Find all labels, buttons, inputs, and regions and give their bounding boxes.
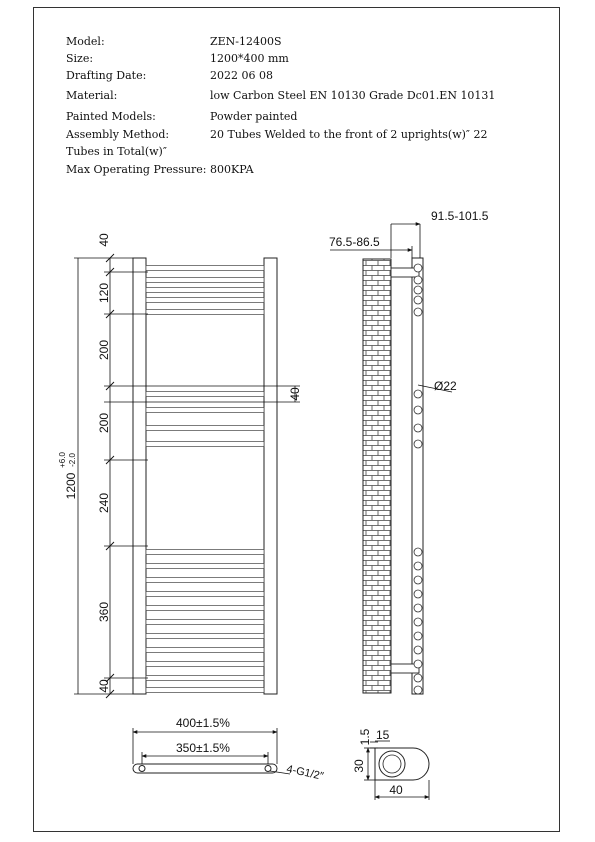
model-label: Model: <box>66 35 105 48</box>
tube-section <box>414 590 422 598</box>
tube <box>146 442 264 447</box>
tube <box>146 578 264 583</box>
tube-section <box>414 390 422 398</box>
tube-section <box>414 276 422 284</box>
section-thickness: 1.5 <box>358 728 372 746</box>
bottom-bar <box>133 764 277 773</box>
dim-200-a: 200 <box>97 339 111 361</box>
offset-inner: 76.5-86.5 <box>329 235 380 249</box>
height-dim: 1200 <box>64 472 78 500</box>
tube <box>146 606 264 611</box>
dim-bottom: 40 <box>97 679 111 693</box>
tube-section <box>414 660 422 668</box>
width-dim: 400±1.5% <box>176 716 230 730</box>
tube <box>146 310 264 315</box>
wall-brick <box>363 259 391 693</box>
tube-section <box>414 618 422 626</box>
assembly-method-label: Assembly Method: <box>66 128 170 141</box>
height-tol-plus: +6.0 <box>58 452 67 468</box>
tube <box>146 426 264 431</box>
front-view <box>133 258 277 694</box>
tube <box>146 298 264 303</box>
tube-section <box>414 646 422 654</box>
tube <box>146 688 264 693</box>
tube <box>146 592 264 597</box>
left-upright <box>133 258 146 694</box>
tube-section <box>414 440 422 448</box>
offset-outer: 91.5-101.5 <box>431 209 489 223</box>
dim-200-b: 200 <box>97 412 111 434</box>
tube <box>146 634 264 639</box>
connection-label: 4-G1/2″ <box>285 763 325 783</box>
material-value: low Carbon Steel EN 10130 Grade Dc01.EN 10131 <box>210 89 496 102</box>
section-width: 40 <box>389 783 403 797</box>
dim-360: 360 <box>97 601 111 623</box>
tube-section <box>414 296 422 304</box>
tube-section <box>414 406 422 414</box>
section-depth: 15 <box>376 728 390 742</box>
tube <box>146 278 264 283</box>
dim-gap: 40 <box>288 387 302 401</box>
tube-section <box>414 286 422 294</box>
size-value: 1200*400 mm <box>210 52 289 65</box>
drafting-date-value: 2022 06 08 <box>210 69 273 82</box>
tube <box>146 288 264 293</box>
tube-section <box>414 424 422 432</box>
assembly-method-continued: Tubes in Total(w)″ <box>66 145 167 158</box>
tube <box>146 620 264 625</box>
tube <box>146 408 264 413</box>
right-upright <box>264 258 277 694</box>
tube <box>146 550 264 555</box>
tube-diameter: Ø22 <box>434 379 457 393</box>
tube-section <box>414 674 422 682</box>
tube <box>146 564 264 569</box>
tube-section <box>414 562 422 570</box>
tube-section <box>414 604 422 612</box>
tube-section <box>414 576 422 584</box>
tube-section <box>414 686 422 694</box>
centers-dim: 350±1.5% <box>176 741 230 755</box>
dim-top: 40 <box>97 233 111 247</box>
drafting-date-label: Drafting Date: <box>66 69 147 82</box>
dim-120: 120 <box>97 282 111 304</box>
tube-section <box>414 548 422 556</box>
upright-section <box>375 748 429 780</box>
section-height: 30 <box>352 759 366 773</box>
painted-models-value: Powder painted <box>210 110 298 123</box>
tube <box>146 662 264 667</box>
assembly-method-value: 20 Tubes Welded to the front of 2 uprights(w)″ 22 <box>210 128 488 141</box>
bottom-view <box>133 764 277 773</box>
material-label: Material: <box>66 89 118 102</box>
dim-240: 240 <box>97 492 111 514</box>
side-view <box>363 258 423 694</box>
tube <box>146 266 264 271</box>
side-upright <box>412 258 423 694</box>
tube-section <box>414 308 422 316</box>
tube-group <box>146 266 264 693</box>
tube-section <box>414 632 422 640</box>
height-tol-minus: -2.0 <box>68 453 77 467</box>
max-pressure-text: Max Operating Pressure: 800KPA <box>66 163 254 176</box>
left-valve-icon <box>139 766 145 772</box>
size-label: Size: <box>66 52 94 65</box>
right-valve-icon <box>265 766 271 772</box>
painted-models-label: Painted Models: <box>66 110 156 123</box>
tube <box>146 648 264 653</box>
tube <box>146 676 264 681</box>
model-value: ZEN-12400S <box>210 35 282 48</box>
tube <box>146 392 264 397</box>
tube-section <box>414 264 422 272</box>
